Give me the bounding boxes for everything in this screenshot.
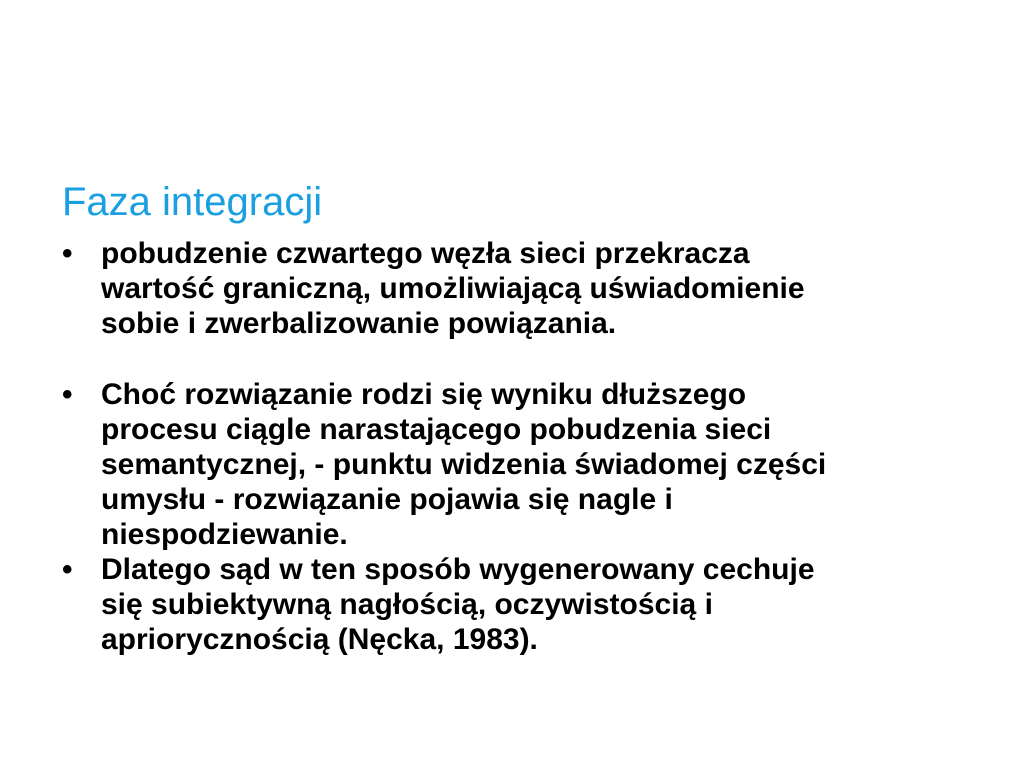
bullet-item: [62, 377, 962, 552]
bullet-text-line: niespodziewanie.: [101, 518, 348, 551]
bullet-list: [62, 236, 962, 657]
bullet-text-line: się subiektywną nagłością, oczywistością i: [101, 588, 713, 621]
bullet-text-line: Choć rozwiązanie rodzi się wyniku dłuższego: [101, 378, 747, 411]
bullet-text-line: procesu ciągle narastającego pobudzenia sieci: [101, 413, 772, 446]
bullet-marker: •: [62, 553, 73, 586]
bullet-text-line: wartość graniczną, umożliwiającą uświadomienie: [101, 272, 805, 305]
bullet-text-line: umysłu - rozwiązanie pojawia się nagle i: [101, 483, 673, 516]
bullet-item: [62, 236, 962, 341]
bullet-text-line: sobie i zwerbalizowanie powiązania.: [101, 307, 617, 340]
bullet-text-line: semantycznej, - punktu widzenia świadomej części: [101, 448, 827, 481]
bullet-item: [62, 552, 962, 657]
bullet-text-line: Dlatego sąd w ten sposób wygenerowany cechuje: [101, 553, 815, 586]
bullet-marker: •: [62, 237, 73, 270]
bullet-text-line: apriorycznością (Nęcka, 1983).: [101, 623, 538, 656]
bullet-text-line: pobudzenie czwartego węzła sieci przekracza: [101, 237, 750, 270]
slide-title: Faza integracji: [62, 180, 323, 224]
bullet-marker: •: [62, 378, 73, 411]
